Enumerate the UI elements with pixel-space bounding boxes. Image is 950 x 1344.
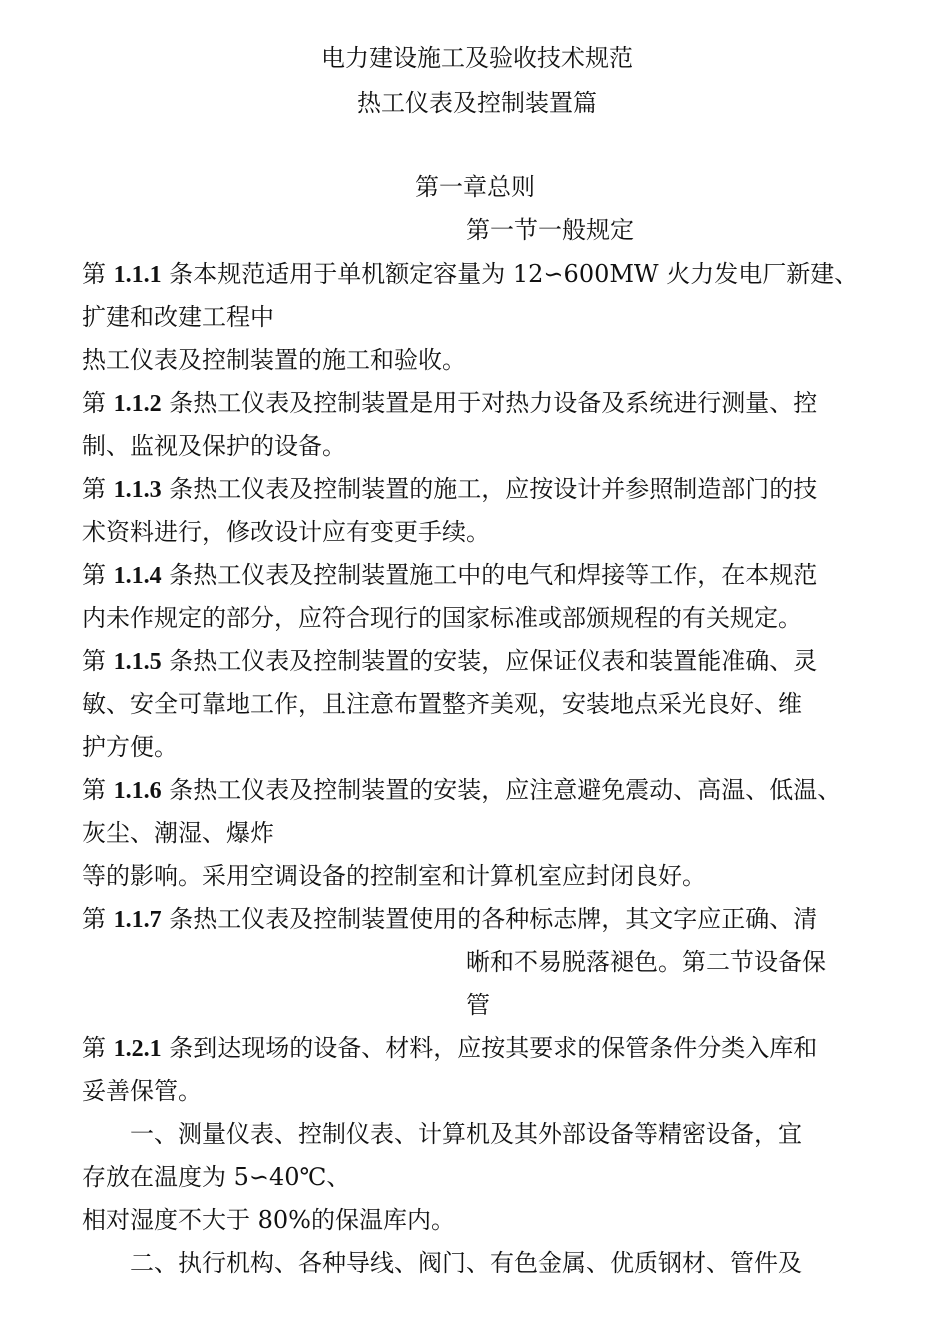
line-text: 护方便。: [82, 733, 178, 761]
body-line: [82, 296, 872, 339]
chapter-heading: 第一章总则: [415, 173, 535, 201]
body-line: [82, 1199, 872, 1242]
clause-number: 1.1.3: [113, 477, 162, 503]
body-line: [82, 726, 872, 769]
body-line: [82, 1070, 872, 1113]
line-text: 扩建和改建工程中: [82, 303, 274, 331]
clause-prefix: 第: [82, 776, 114, 804]
body-line: [82, 984, 872, 1027]
document-subtitle: 热工仪表及控制装置篇: [357, 89, 597, 117]
line-text: 条热工仪表及控制装置使用的各种标志牌，其文字应正确、清: [161, 905, 818, 933]
document-body: [82, 253, 872, 1285]
body-line: [82, 683, 872, 726]
line-text: 一、测量仪表、控制仪表、计算机及其外部设备等精密设备，宜: [130, 1120, 802, 1148]
body-line: [82, 898, 872, 941]
clause-number: 1.1.1: [113, 262, 162, 288]
clause-number: 1.1.4: [113, 563, 162, 589]
line-text: 条热工仪表及控制装置的安装，应保证仪表和装置能准确、灵: [161, 647, 818, 675]
body-line: [82, 339, 872, 382]
section-heading: 第一节一般规定: [466, 216, 634, 244]
body-line: [82, 812, 872, 855]
document-title: 电力建设施工及验收技术规范: [321, 44, 633, 72]
clause-prefix: 第: [82, 647, 114, 675]
line-text: 相对湿度不大于 80%的保温库内。: [82, 1206, 455, 1234]
line-text: 晰和不易脱落褪色。第二节设备保: [466, 948, 826, 976]
line-text: 妥善保管。: [82, 1077, 202, 1105]
line-text: 制、监视及保护的设备。: [82, 432, 346, 460]
clause-number: 1.1.5: [113, 649, 162, 675]
clause-number: 1.1.2: [113, 391, 162, 417]
body-line: [82, 425, 872, 468]
line-text: 等的影响。采用空调设备的控制室和计算机室应封闭良好。: [82, 862, 706, 890]
clause-prefix: 第: [82, 561, 114, 589]
clause-number: 1.1.6: [113, 778, 162, 804]
body-line: [82, 511, 872, 554]
body-line: [82, 253, 872, 296]
body-line: [82, 1156, 872, 1199]
line-text: 条热工仪表及控制装置的安装，应注意避免震动、高温、低温、: [161, 776, 842, 804]
line-text: 灰尘、潮湿、爆炸: [82, 819, 274, 847]
clause-number: 1.2.1: [113, 1036, 162, 1062]
line-text: 存放在温度为 5∽40℃、: [82, 1163, 351, 1191]
line-text: 内未作规定的部分，应符合现行的国家标准或部颁规程的有关规定。: [82, 604, 802, 632]
body-line: [82, 769, 872, 812]
line-text: 条热工仪表及控制装置施工中的电气和焊接等工作，在本规范: [161, 561, 818, 589]
body-line: [82, 597, 872, 640]
line-text: 条到达现场的设备、材料，应按其要求的保管条件分类入库和: [161, 1034, 818, 1062]
clause-prefix: 第: [82, 260, 114, 288]
clause-prefix: 第: [82, 905, 114, 933]
line-text: 条热工仪表及控制装置的施工，应按设计并参照制造部门的技: [161, 475, 818, 503]
line-text: 敏、安全可靠地工作，且注意布置整齐美观，安装地点采光良好、维: [82, 690, 802, 718]
line-text: 热工仪表及控制装置的施工和验收。: [82, 346, 466, 374]
clause-prefix: 第: [82, 389, 114, 417]
body-line: [82, 941, 872, 984]
line-text: 二、执行机构、各种导线、阀门、有色金属、优质钢材、管件及: [130, 1249, 802, 1277]
body-line: [82, 382, 872, 425]
clause-prefix: 第: [82, 475, 114, 503]
body-line: [82, 554, 872, 597]
line-text: 管: [466, 991, 490, 1019]
line-text: 条本规范适用于单机额定容量为 12∽600MW 火力发电厂新建、: [161, 260, 859, 288]
body-line: [82, 855, 872, 898]
body-line: [82, 640, 872, 683]
body-line: [82, 1113, 872, 1156]
clause-prefix: 第: [82, 1034, 114, 1062]
line-text: 术资料进行，修改设计应有变更手续。: [82, 518, 490, 546]
line-text: 条热工仪表及控制装置是用于对热力设备及系统进行测量、控: [161, 389, 818, 417]
body-line: [82, 468, 872, 511]
body-line: [82, 1027, 872, 1070]
body-line: [82, 1242, 872, 1285]
clause-number: 1.1.7: [113, 907, 162, 933]
